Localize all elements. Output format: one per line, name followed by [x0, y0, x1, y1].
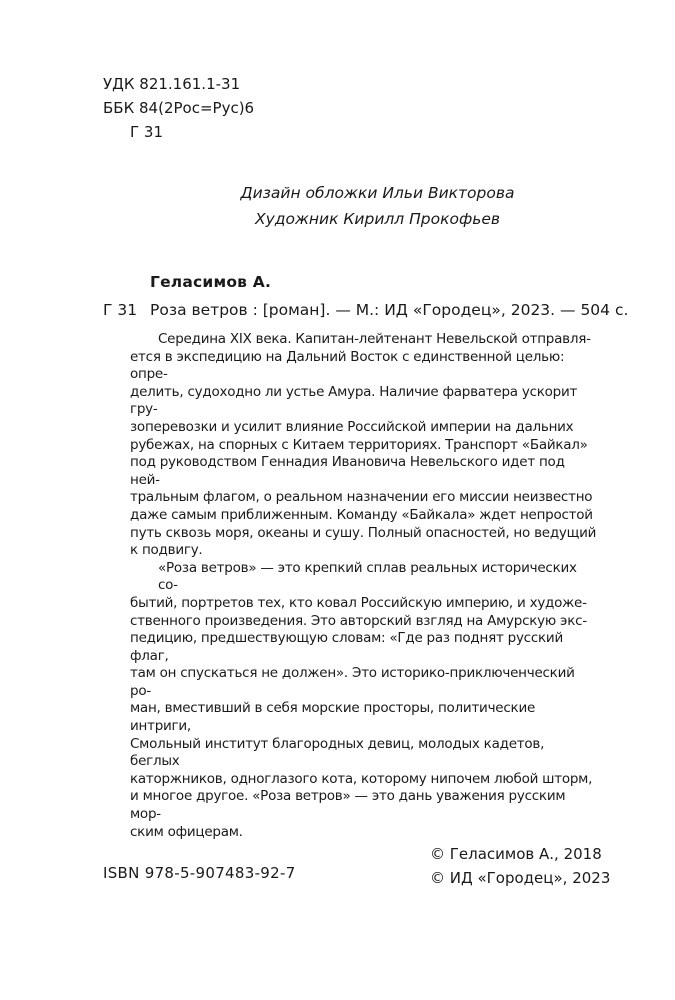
copyright-author: © Геласимов А., 2018 [430, 845, 602, 863]
bibliographic-mark: Г 31 [103, 301, 138, 319]
copyright-block [430, 842, 610, 890]
bbk-code: ББК 84(2Рос=Рус)6 [103, 99, 255, 117]
annotation-line: зоперевозки и усилит влияние Российской империи на дальних [130, 418, 574, 435]
annotation-line: к подвигу. [130, 542, 203, 559]
annotation-line: бытий, портретов тех, кто ковал Российскую империю, и художе- [130, 594, 587, 611]
annotation-line: педицию, предшествующую словам: «Где раз поднят русский флаг, [130, 630, 563, 664]
annotation-line: ется в экспедицию на Дальний Восток с единственной целью: опре- [130, 348, 565, 383]
annotation-line: под руководством Геннадия Ивановича Невельского идет под ней- [130, 454, 565, 488]
author-heading: Геласимов А. [150, 273, 272, 291]
annotation-line: рубежах, на спорных с Китаем территориях. Транспорт «Байкал» [130, 436, 588, 453]
annotation-line: и многое другое. «Роза ветров» — это дань уважения русским мор- [130, 788, 566, 823]
bibliographic-description: Роза ветров : [роман]. — М.: ИД «Городец», 2023. — 504 с. [150, 301, 629, 319]
annotation-line: Середина XIX века. Капитан-лейтенант Невельской отправля- [158, 331, 591, 347]
artist-credit: Художник Кирилл Прокофьев [254, 210, 501, 228]
annotation-line: «Роза ветров» — это крепкий сплав реальных исторических со- [158, 559, 577, 594]
bibliographic-entry [103, 301, 628, 319]
annotation-line: там он спускаться не должен». Это историко-приключенческий ро- [130, 665, 575, 699]
annotation-line: тральным флагом, о реальном назначении его миссии неизвестно [130, 489, 593, 506]
annotation-line: Смольный институт благородных девиц, молодых кадетов, беглых [130, 735, 545, 770]
isbn-number: ISBN 978-5-907483-92-7 [103, 864, 296, 882]
annotation-line: ственного произведения. Это авторский взгляд на Амурскую экс- [130, 612, 587, 629]
annotation-paragraph-1 [130, 331, 597, 560]
credits-block [0, 180, 675, 232]
cover-design-credit: Дизайн обложки Ильи Викторова [240, 184, 515, 202]
annotation-line: путь сквозь моря, океаны и сушу. Полный опасностей, но ведущий [130, 524, 597, 541]
annotation-line: даже самым приближенным. Команду «Байкала» ждет непростой [130, 506, 593, 523]
annotation-line: ским офицерам. [130, 823, 243, 840]
classification-block [103, 72, 254, 144]
udk-code: УДК 821.161.1-31 [103, 75, 241, 93]
annotation [130, 331, 597, 841]
annotation-paragraph-2 [130, 560, 597, 842]
copyright-publisher: © ИД «Городец», 2023 [430, 869, 611, 887]
author-mark: Г 31 [130, 123, 164, 141]
annotation-line: делить, судоходно ли устье Амура. Наличие фарватера ускорит гру- [130, 383, 578, 418]
annotation-line: каторжников, одноглазого кота, которому нипочем любой шторм, [130, 770, 593, 787]
annotation-line: ман, вместивший в себя морские просторы, политические интриги, [130, 700, 536, 735]
